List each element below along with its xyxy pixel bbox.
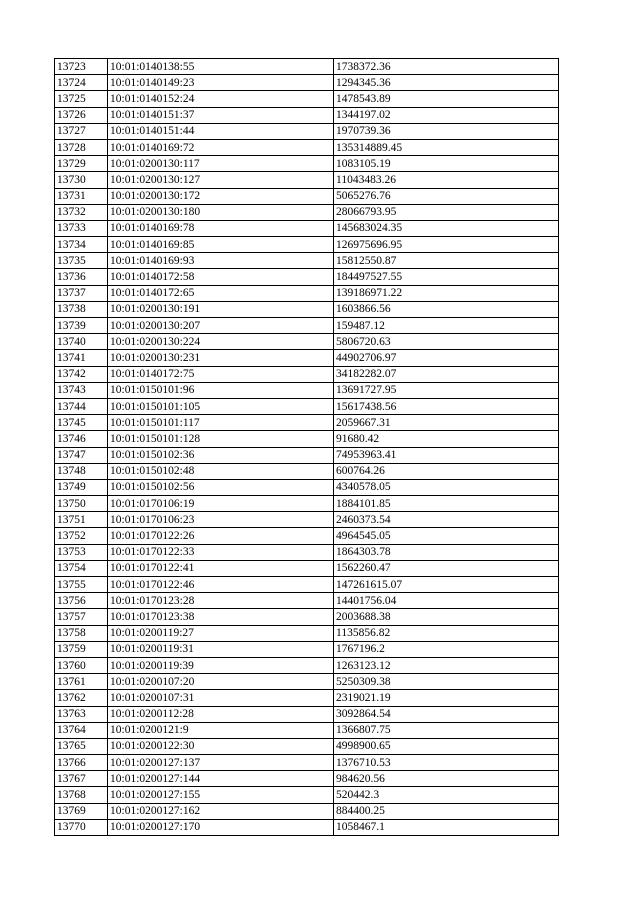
row-number-cell: 13753: [55, 544, 108, 560]
value-cell: 1344197.02: [334, 107, 559, 123]
cadastral-number-cell: 10:01:0200130:127: [108, 172, 334, 188]
value-cell: 184497527.55: [334, 269, 559, 285]
value-cell: 1135856.82: [334, 625, 559, 641]
table-row: [55, 318, 559, 334]
value-cell: 126975696.95: [334, 237, 559, 253]
value-cell: 44902706.97: [334, 350, 559, 366]
row-number-cell: 13769: [55, 803, 108, 819]
cadastral-number-cell: 10:01:0200130:180: [108, 204, 334, 220]
value-cell: 1884101.85: [334, 496, 559, 512]
cadastral-number-cell: 10:01:0170122:26: [108, 528, 334, 544]
table-row: [55, 398, 559, 414]
row-number-cell: 13732: [55, 204, 108, 220]
cadastral-number-cell: 10:01:0170122:46: [108, 577, 334, 593]
cadastral-number-cell: 10:01:0170122:33: [108, 544, 334, 560]
row-number-cell: 13724: [55, 75, 108, 91]
cadastral-number-cell: 10:01:0140172:65: [108, 285, 334, 301]
table-row: [55, 479, 559, 495]
row-number-cell: 13742: [55, 366, 108, 382]
cadastral-number-cell: 10:01:0140172:58: [108, 269, 334, 285]
value-cell: 3092864.54: [334, 706, 559, 722]
row-number-cell: 13730: [55, 172, 108, 188]
table-row: [55, 690, 559, 706]
cadastral-number-cell: 10:01:0200130:172: [108, 188, 334, 204]
cadastral-number-cell: 10:01:0150101:117: [108, 415, 334, 431]
row-number-cell: 13770: [55, 819, 108, 835]
value-cell: 2003688.38: [334, 609, 559, 625]
row-number-cell: 13744: [55, 398, 108, 414]
row-number-cell: 13736: [55, 269, 108, 285]
row-number-cell: 13737: [55, 285, 108, 301]
table-row: [55, 463, 559, 479]
cadastral-number-cell: 10:01:0140152:24: [108, 91, 334, 107]
value-cell: 1738372.36: [334, 59, 559, 75]
table-row: [55, 91, 559, 107]
cadastral-number-cell: 10:01:0200130:191: [108, 301, 334, 317]
table-row: [55, 415, 559, 431]
table-row: [55, 706, 559, 722]
table-row: [55, 431, 559, 447]
row-number-cell: 13752: [55, 528, 108, 544]
cadastral-number-cell: 10:01:0200130:207: [108, 318, 334, 334]
table-row: [55, 75, 559, 91]
value-cell: 11043483.26: [334, 172, 559, 188]
table-row: [55, 139, 559, 155]
cadastral-number-cell: 10:01:0200127:170: [108, 819, 334, 835]
value-cell: 1970739.36: [334, 123, 559, 139]
table-row: [55, 512, 559, 528]
row-number-cell: 13723: [55, 59, 108, 75]
cadastral-number-cell: 10:01:0200130:231: [108, 350, 334, 366]
value-cell: 15617438.56: [334, 398, 559, 414]
table-row: [55, 528, 559, 544]
cadastral-number-cell: 10:01:0140151:37: [108, 107, 334, 123]
cadastral-number-cell: 10:01:0200127:162: [108, 803, 334, 819]
value-cell: 4340578.05: [334, 479, 559, 495]
value-cell: 2460373.54: [334, 512, 559, 528]
cadastral-number-cell: 10:01:0140169:93: [108, 253, 334, 269]
table-body: [55, 59, 559, 836]
table-row: [55, 156, 559, 172]
value-cell: 2059667.31: [334, 415, 559, 431]
value-cell: 5065276.76: [334, 188, 559, 204]
cadastral-number-cell: 10:01:0140151:44: [108, 123, 334, 139]
value-cell: 984620.56: [334, 771, 559, 787]
value-cell: 520442.3: [334, 787, 559, 803]
cadastral-number-cell: 10:01:0170106:19: [108, 496, 334, 512]
table-row: [55, 382, 559, 398]
row-number-cell: 13761: [55, 674, 108, 690]
value-cell: 74953963.41: [334, 447, 559, 463]
value-cell: 1263123.12: [334, 657, 559, 673]
cadastral-number-cell: 10:01:0140138:55: [108, 59, 334, 75]
table-row: [55, 803, 559, 819]
cadastral-number-cell: 10:01:0140169:85: [108, 237, 334, 253]
table-row: [55, 269, 559, 285]
table-row: [55, 657, 559, 673]
value-cell: 13691727.95: [334, 382, 559, 398]
row-number-cell: 13750: [55, 496, 108, 512]
value-cell: 600764.26: [334, 463, 559, 479]
cadastral-number-cell: 10:01:0200119:39: [108, 657, 334, 673]
cadastral-number-cell: 10:01:0200127:144: [108, 771, 334, 787]
table-row: [55, 577, 559, 593]
row-number-cell: 13763: [55, 706, 108, 722]
cadastral-number-cell: 10:01:0150102:48: [108, 463, 334, 479]
value-cell: 1562260.47: [334, 560, 559, 576]
cadastral-number-cell: 10:01:0200112:28: [108, 706, 334, 722]
table-row: [55, 447, 559, 463]
value-cell: 1478543.89: [334, 91, 559, 107]
table-row: [55, 755, 559, 771]
table-row: [55, 819, 559, 835]
cadastral-number-cell: 10:01:0150102:56: [108, 479, 334, 495]
cadastral-number-cell: 10:01:0200119:31: [108, 641, 334, 657]
value-cell: 135314889.45: [334, 139, 559, 155]
row-number-cell: 13745: [55, 415, 108, 431]
row-number-cell: 13734: [55, 237, 108, 253]
cadastral-number-cell: 10:01:0140172:75: [108, 366, 334, 382]
row-number-cell: 13748: [55, 463, 108, 479]
value-cell: 15812550.87: [334, 253, 559, 269]
row-number-cell: 13728: [55, 139, 108, 155]
cadastral-number-cell: 10:01:0170122:41: [108, 560, 334, 576]
table-row: [55, 237, 559, 253]
row-number-cell: 13764: [55, 722, 108, 738]
row-number-cell: 13765: [55, 738, 108, 754]
cadastral-number-cell: 10:01:0200127:137: [108, 755, 334, 771]
cadastral-number-cell: 10:01:0140169:72: [108, 139, 334, 155]
table-row: [55, 123, 559, 139]
table-row: [55, 544, 559, 560]
table-row: [55, 787, 559, 803]
value-cell: 1864303.78: [334, 544, 559, 560]
row-number-cell: 13758: [55, 625, 108, 641]
table-row: [55, 188, 559, 204]
value-cell: 147261615.07: [334, 577, 559, 593]
table-row: [55, 285, 559, 301]
cadastral-number-cell: 10:01:0200121:9: [108, 722, 334, 738]
row-number-cell: 13740: [55, 334, 108, 350]
table-row: [55, 625, 559, 641]
cadastral-number-cell: 10:01:0200122:30: [108, 738, 334, 754]
row-number-cell: 13747: [55, 447, 108, 463]
value-cell: 91680.42: [334, 431, 559, 447]
row-number-cell: 13727: [55, 123, 108, 139]
row-number-cell: 13757: [55, 609, 108, 625]
cadastral-number-cell: 10:01:0200119:27: [108, 625, 334, 641]
cadastral-number-cell: 10:01:0200130:224: [108, 334, 334, 350]
row-number-cell: 13746: [55, 431, 108, 447]
row-number-cell: 13735: [55, 253, 108, 269]
table-row: [55, 722, 559, 738]
row-number-cell: 13731: [55, 188, 108, 204]
row-number-cell: 13733: [55, 220, 108, 236]
table-row: [55, 59, 559, 75]
value-cell: 1294345.36: [334, 75, 559, 91]
cadastral-number-cell: 10:01:0170123:38: [108, 609, 334, 625]
value-cell: 4964545.05: [334, 528, 559, 544]
table-row: [55, 204, 559, 220]
value-cell: 1376710.53: [334, 755, 559, 771]
row-number-cell: 13759: [55, 641, 108, 657]
cadastral-number-cell: 10:01:0150101:105: [108, 398, 334, 414]
table-row: [55, 366, 559, 382]
row-number-cell: 13768: [55, 787, 108, 803]
table-row: [55, 560, 559, 576]
table-row: [55, 253, 559, 269]
value-cell: 28066793.95: [334, 204, 559, 220]
cadastral-value-table: [54, 58, 559, 836]
cadastral-number-cell: 10:01:0140169:78: [108, 220, 334, 236]
row-number-cell: 13749: [55, 479, 108, 495]
row-number-cell: 13767: [55, 771, 108, 787]
cadastral-number-cell: 10:01:0200107:20: [108, 674, 334, 690]
value-cell: 159487.12: [334, 318, 559, 334]
value-cell: 139186971.22: [334, 285, 559, 301]
row-number-cell: 13755: [55, 577, 108, 593]
row-number-cell: 13760: [55, 657, 108, 673]
value-cell: 14401756.04: [334, 593, 559, 609]
table-row: [55, 641, 559, 657]
row-number-cell: 13738: [55, 301, 108, 317]
value-cell: 34182282.07: [334, 366, 559, 382]
table-row: [55, 738, 559, 754]
table-row: [55, 674, 559, 690]
value-cell: 1767196.2: [334, 641, 559, 657]
value-cell: 4998900.65: [334, 738, 559, 754]
table-row: [55, 172, 559, 188]
row-number-cell: 13729: [55, 156, 108, 172]
value-cell: 884400.25: [334, 803, 559, 819]
table-row: [55, 593, 559, 609]
value-cell: 1058467.1: [334, 819, 559, 835]
table-row: [55, 220, 559, 236]
cadastral-number-cell: 10:01:0150101:128: [108, 431, 334, 447]
cadastral-number-cell: 10:01:0170106:23: [108, 512, 334, 528]
value-cell: 2319021.19: [334, 690, 559, 706]
cadastral-number-cell: 10:01:0200127:155: [108, 787, 334, 803]
row-number-cell: 13739: [55, 318, 108, 334]
cadastral-number-cell: 10:01:0170123:28: [108, 593, 334, 609]
row-number-cell: 13743: [55, 382, 108, 398]
cadastral-number-cell: 10:01:0150102:36: [108, 447, 334, 463]
value-cell: 1083105.19: [334, 156, 559, 172]
table-row: [55, 771, 559, 787]
table-row: [55, 496, 559, 512]
table-row: [55, 334, 559, 350]
row-number-cell: 13762: [55, 690, 108, 706]
table-row: [55, 301, 559, 317]
row-number-cell: 13725: [55, 91, 108, 107]
value-cell: 5806720.63: [334, 334, 559, 350]
table-row: [55, 609, 559, 625]
cadastral-number-cell: 10:01:0150101:96: [108, 382, 334, 398]
cadastral-number-cell: 10:01:0200107:31: [108, 690, 334, 706]
row-number-cell: 13751: [55, 512, 108, 528]
value-cell: 1603866.56: [334, 301, 559, 317]
row-number-cell: 13754: [55, 560, 108, 576]
row-number-cell: 13726: [55, 107, 108, 123]
row-number-cell: 13741: [55, 350, 108, 366]
value-cell: 145683024.35: [334, 220, 559, 236]
row-number-cell: 13756: [55, 593, 108, 609]
cadastral-number-cell: 10:01:0140149:23: [108, 75, 334, 91]
row-number-cell: 13766: [55, 755, 108, 771]
value-cell: 1366807.75: [334, 722, 559, 738]
value-cell: 5250309.38: [334, 674, 559, 690]
cadastral-number-cell: 10:01:0200130:117: [108, 156, 334, 172]
table-row: [55, 107, 559, 123]
table-row: [55, 350, 559, 366]
